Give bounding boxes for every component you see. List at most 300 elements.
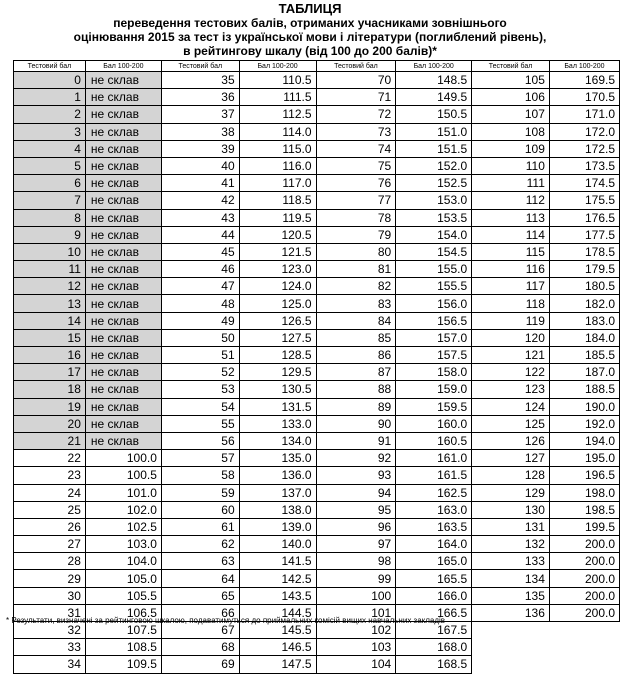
- empty-cell: [549, 622, 619, 639]
- rating-score-cell: 119.5: [239, 209, 316, 226]
- rating-score-cell: 187.0: [549, 364, 619, 381]
- table-row: [14, 518, 620, 535]
- test-score-cell: 27: [14, 536, 86, 553]
- rating-score-cell: 112.5: [239, 106, 316, 123]
- rating-score-cell: 154.0: [396, 226, 472, 243]
- rating-score-cell: 161.0: [396, 450, 472, 467]
- rating-score-cell: 157.0: [396, 329, 472, 346]
- fail-status-cell: не склав: [85, 209, 161, 226]
- test-score-cell: 114: [472, 226, 550, 243]
- test-score-cell: 65: [161, 587, 239, 604]
- rating-score-cell: 116.0: [239, 157, 316, 174]
- test-score-cell: 51: [161, 347, 239, 364]
- test-score-cell: 130: [472, 501, 550, 518]
- rating-score-cell: 104.0: [85, 553, 161, 570]
- test-score-cell: 104: [316, 656, 396, 673]
- test-score-cell: 69: [161, 656, 239, 673]
- rating-score-cell: 138.0: [239, 501, 316, 518]
- test-score-cell: 90: [316, 415, 396, 432]
- test-score-cell: 48: [161, 295, 239, 312]
- test-score-cell: 64: [161, 570, 239, 587]
- test-score-cell: 6: [14, 175, 86, 192]
- rating-score-cell: 159.0: [396, 381, 472, 398]
- test-score-cell: 126: [472, 432, 550, 449]
- test-score-cell: 8: [14, 209, 86, 226]
- rating-score-cell: 154.5: [396, 243, 472, 260]
- rating-score-cell: 173.5: [549, 157, 619, 174]
- rating-score-cell: 178.5: [549, 243, 619, 260]
- rating-score-cell: 165.0: [396, 553, 472, 570]
- table-row: [14, 536, 620, 553]
- test-score-cell: 98: [316, 553, 396, 570]
- test-score-cell: 52: [161, 364, 239, 381]
- test-score-cell: 22: [14, 450, 86, 467]
- rating-score-cell: 169.5: [549, 72, 619, 89]
- test-score-cell: 92: [316, 450, 396, 467]
- table-row: [14, 381, 620, 398]
- test-score-cell: 43: [161, 209, 239, 226]
- test-score-cell: 96: [316, 518, 396, 535]
- rating-score-cell: 107.5: [85, 622, 161, 639]
- fail-status-cell: не склав: [85, 312, 161, 329]
- rating-score-cell: 144.5: [239, 604, 316, 621]
- test-score-cell: 44: [161, 226, 239, 243]
- rating-score-cell: 200.0: [549, 570, 619, 587]
- test-score-cell: 103: [316, 639, 396, 656]
- rating-score-cell: 146.5: [239, 639, 316, 656]
- header-test-score: Тестовий бал: [472, 61, 550, 72]
- rating-score-cell: 121.5: [239, 243, 316, 260]
- test-score-cell: 58: [161, 467, 239, 484]
- test-score-cell: 42: [161, 192, 239, 209]
- test-score-cell: 17: [14, 364, 86, 381]
- fail-status-cell: не склав: [85, 157, 161, 174]
- rating-score-cell: 170.5: [549, 89, 619, 106]
- test-score-cell: 111: [472, 175, 550, 192]
- test-score-cell: 93: [316, 467, 396, 484]
- test-score-cell: 10: [14, 243, 86, 260]
- table-row: [14, 364, 620, 381]
- test-score-cell: 73: [316, 123, 396, 140]
- fail-status-cell: не склав: [85, 243, 161, 260]
- rating-score-cell: 158.0: [396, 364, 472, 381]
- rating-score-cell: 106.5: [85, 604, 161, 621]
- rating-score-cell: 100.0: [85, 450, 161, 467]
- test-score-cell: 135: [472, 587, 550, 604]
- rating-score-cell: 141.5: [239, 553, 316, 570]
- rating-score-cell: 126.5: [239, 312, 316, 329]
- fail-status-cell: не склав: [85, 72, 161, 89]
- rating-score-cell: 137.0: [239, 484, 316, 501]
- table-row: [14, 123, 620, 140]
- rating-score-cell: 190.0: [549, 398, 619, 415]
- table-row: [14, 656, 620, 673]
- rating-score-cell: 156.5: [396, 312, 472, 329]
- test-score-cell: 132: [472, 536, 550, 553]
- rating-score-cell: 200.0: [549, 604, 619, 621]
- empty-cell: [549, 639, 619, 656]
- test-score-cell: 94: [316, 484, 396, 501]
- test-score-cell: 95: [316, 501, 396, 518]
- rating-score-cell: 153.0: [396, 192, 472, 209]
- test-score-cell: 13: [14, 295, 86, 312]
- table-row: [14, 450, 620, 467]
- rating-score-cell: 176.5: [549, 209, 619, 226]
- rating-score-cell: 166.0: [396, 587, 472, 604]
- test-score-cell: 56: [161, 432, 239, 449]
- table-row: [14, 639, 620, 656]
- rating-score-cell: 195.0: [549, 450, 619, 467]
- test-score-cell: 78: [316, 209, 396, 226]
- empty-cell: [472, 656, 550, 673]
- test-score-cell: 55: [161, 415, 239, 432]
- test-score-cell: 110: [472, 157, 550, 174]
- test-score-cell: 19: [14, 398, 86, 415]
- test-score-cell: 134: [472, 570, 550, 587]
- rating-score-cell: 164.0: [396, 536, 472, 553]
- test-score-cell: 12: [14, 278, 86, 295]
- rating-score-cell: 111.5: [239, 89, 316, 106]
- test-score-cell: 25: [14, 501, 86, 518]
- test-score-cell: 60: [161, 501, 239, 518]
- rating-score-cell: 188.5: [549, 381, 619, 398]
- test-score-cell: 47: [161, 278, 239, 295]
- test-score-cell: 33: [14, 639, 86, 656]
- test-score-cell: 21: [14, 432, 86, 449]
- test-score-cell: 68: [161, 639, 239, 656]
- table-row: [14, 329, 620, 346]
- fail-status-cell: не склав: [85, 432, 161, 449]
- test-score-cell: 119: [472, 312, 550, 329]
- test-score-cell: 29: [14, 570, 86, 587]
- test-score-cell: 129: [472, 484, 550, 501]
- test-score-cell: 54: [161, 398, 239, 415]
- table-row: [14, 467, 620, 484]
- rating-score-cell: 161.5: [396, 467, 472, 484]
- rating-score-cell: 194.0: [549, 432, 619, 449]
- table-row: [14, 72, 620, 89]
- fail-status-cell: не склав: [85, 381, 161, 398]
- test-score-cell: 101: [316, 604, 396, 621]
- rating-score-cell: 172.0: [549, 123, 619, 140]
- fail-status-cell: не склав: [85, 295, 161, 312]
- rating-score-cell: 174.5: [549, 175, 619, 192]
- table-row: [14, 175, 620, 192]
- table-row: [14, 432, 620, 449]
- test-score-cell: 7: [14, 192, 86, 209]
- table-row: [14, 243, 620, 260]
- test-score-cell: 14: [14, 312, 86, 329]
- rating-score-cell: 103.0: [85, 536, 161, 553]
- rating-score-cell: 192.0: [549, 415, 619, 432]
- test-score-cell: 118: [472, 295, 550, 312]
- empty-cell: [472, 639, 550, 656]
- test-score-cell: 23: [14, 467, 86, 484]
- test-score-cell: 82: [316, 278, 396, 295]
- table-subtitle-line-3: в рейтингову шкалу (від 100 до 200 балів)*: [183, 44, 437, 58]
- rating-score-cell: 130.5: [239, 381, 316, 398]
- test-score-cell: 99: [316, 570, 396, 587]
- test-score-cell: 74: [316, 140, 396, 157]
- rating-score-cell: 165.5: [396, 570, 472, 587]
- empty-cell: [472, 622, 550, 639]
- rating-score-cell: 108.5: [85, 639, 161, 656]
- rating-score-cell: 198.5: [549, 501, 619, 518]
- test-score-cell: 112: [472, 192, 550, 209]
- rating-score-cell: 120.5: [239, 226, 316, 243]
- test-score-cell: 128: [472, 467, 550, 484]
- test-score-cell: 89: [316, 398, 396, 415]
- rating-score-cell: 179.5: [549, 261, 619, 278]
- table-row: [14, 209, 620, 226]
- test-score-cell: 76: [316, 175, 396, 192]
- test-score-cell: 115: [472, 243, 550, 260]
- test-score-cell: 2: [14, 106, 86, 123]
- test-score-cell: 34: [14, 656, 86, 673]
- table-row: [14, 89, 620, 106]
- rating-score-cell: 152.0: [396, 157, 472, 174]
- test-score-cell: 30: [14, 587, 86, 604]
- table-row: [14, 347, 620, 364]
- table-row: [14, 553, 620, 570]
- rating-score-cell: 125.0: [239, 295, 316, 312]
- test-score-cell: 18: [14, 381, 86, 398]
- rating-score-cell: 148.5: [396, 72, 472, 89]
- test-score-cell: 46: [161, 261, 239, 278]
- header-test-score: Тестовий бал: [316, 61, 396, 72]
- rating-score-cell: 200.0: [549, 587, 619, 604]
- rating-score-cell: 102.5: [85, 518, 161, 535]
- fail-status-cell: не склав: [85, 123, 161, 140]
- test-score-cell: 20: [14, 415, 86, 432]
- rating-score-cell: 131.5: [239, 398, 316, 415]
- table-row: [14, 484, 620, 501]
- test-score-cell: 72: [316, 106, 396, 123]
- rating-score-cell: 102.0: [85, 501, 161, 518]
- test-score-cell: 24: [14, 484, 86, 501]
- rating-score-cell: 180.5: [549, 278, 619, 295]
- test-score-cell: 50: [161, 329, 239, 346]
- test-score-cell: 136: [472, 604, 550, 621]
- fail-status-cell: не склав: [85, 226, 161, 243]
- test-score-cell: 113: [472, 209, 550, 226]
- rating-score-cell: 142.5: [239, 570, 316, 587]
- test-score-cell: 81: [316, 261, 396, 278]
- test-score-cell: 45: [161, 243, 239, 260]
- rating-score-cell: 129.5: [239, 364, 316, 381]
- rating-score-cell: 167.5: [396, 622, 472, 639]
- fail-status-cell: не склав: [85, 398, 161, 415]
- rating-score-cell: 200.0: [549, 553, 619, 570]
- test-score-cell: 77: [316, 192, 396, 209]
- table-row: [14, 295, 620, 312]
- score-conversion-table: [13, 60, 620, 674]
- test-score-cell: 39: [161, 140, 239, 157]
- test-score-cell: 100: [316, 587, 396, 604]
- table-row: [14, 278, 620, 295]
- table-row: [14, 312, 620, 329]
- rating-score-cell: 199.5: [549, 518, 619, 535]
- test-score-cell: 5: [14, 157, 86, 174]
- rating-score-cell: 155.5: [396, 278, 472, 295]
- rating-score-cell: 143.5: [239, 587, 316, 604]
- table-subtitle-line-2: оцінювання 2015 за тест із української мови і літератури (поглиблений рівень),: [73, 30, 547, 44]
- rating-score-cell: 160.5: [396, 432, 472, 449]
- fail-status-cell: не склав: [85, 89, 161, 106]
- test-score-cell: 88: [316, 381, 396, 398]
- table-row: [14, 261, 620, 278]
- test-score-cell: 131: [472, 518, 550, 535]
- test-score-cell: 71: [316, 89, 396, 106]
- test-score-cell: 16: [14, 347, 86, 364]
- test-score-cell: 26: [14, 518, 86, 535]
- fail-status-cell: не склав: [85, 329, 161, 346]
- rating-score-cell: 196.5: [549, 467, 619, 484]
- rating-score-cell: 184.0: [549, 329, 619, 346]
- table-row: [14, 226, 620, 243]
- rating-score-cell: 166.5: [396, 604, 472, 621]
- table-title: ТАБЛИЦЯ: [278, 1, 342, 16]
- test-score-cell: 11: [14, 261, 86, 278]
- score-table: [13, 60, 620, 674]
- test-score-cell: 109: [472, 140, 550, 157]
- rating-score-cell: 182.0: [549, 295, 619, 312]
- test-score-cell: 117: [472, 278, 550, 295]
- table-row: [14, 398, 620, 415]
- rating-score-cell: 123.0: [239, 261, 316, 278]
- rating-score-cell: 140.0: [239, 536, 316, 553]
- test-score-cell: 91: [316, 432, 396, 449]
- rating-score-cell: 163.5: [396, 518, 472, 535]
- test-score-cell: 86: [316, 347, 396, 364]
- table-row: [14, 192, 620, 209]
- test-score-cell: 3: [14, 123, 86, 140]
- table-row: [14, 501, 620, 518]
- test-score-cell: 57: [161, 450, 239, 467]
- rating-score-cell: 128.5: [239, 347, 316, 364]
- fail-status-cell: не склав: [85, 192, 161, 209]
- rating-score-cell: 118.5: [239, 192, 316, 209]
- rating-score-cell: 105.5: [85, 587, 161, 604]
- rating-score-cell: 160.0: [396, 415, 472, 432]
- test-score-cell: 66: [161, 604, 239, 621]
- rating-score-cell: 153.5: [396, 209, 472, 226]
- test-score-cell: 1: [14, 89, 86, 106]
- test-score-cell: 80: [316, 243, 396, 260]
- empty-cell: [549, 656, 619, 673]
- fail-status-cell: не склав: [85, 347, 161, 364]
- rating-score-cell: 101.0: [85, 484, 161, 501]
- test-score-cell: 15: [14, 329, 86, 346]
- rating-score-cell: 152.5: [396, 175, 472, 192]
- test-score-cell: 70: [316, 72, 396, 89]
- test-score-cell: 4: [14, 140, 86, 157]
- rating-score-cell: 175.5: [549, 192, 619, 209]
- table-row: [14, 140, 620, 157]
- rating-score-cell: 135.0: [239, 450, 316, 467]
- test-score-cell: 36: [161, 89, 239, 106]
- rating-score-cell: 117.0: [239, 175, 316, 192]
- fail-status-cell: не склав: [85, 106, 161, 123]
- table-body: [14, 72, 620, 674]
- rating-score-cell: 171.0: [549, 106, 619, 123]
- fail-status-cell: не склав: [85, 261, 161, 278]
- table-subtitle-line-1: переведення тестових балів, отриманих учасниками зовнішнього: [113, 16, 507, 30]
- rating-score-cell: 162.5: [396, 484, 472, 501]
- fail-status-cell: не склав: [85, 364, 161, 381]
- test-score-cell: 38: [161, 123, 239, 140]
- test-score-cell: 31: [14, 604, 86, 621]
- test-score-cell: 62: [161, 536, 239, 553]
- rating-score-cell: 177.5: [549, 226, 619, 243]
- footnote: * Результати, визначені за рейтинговою шкалою, подаватимуться до приймальних комісій вищих навчальних закладів: [6, 616, 446, 625]
- test-score-cell: 37: [161, 106, 239, 123]
- test-score-cell: 116: [472, 261, 550, 278]
- header-rating-score: Бал 100-200: [396, 61, 472, 72]
- rating-score-cell: 168.0: [396, 639, 472, 656]
- test-score-cell: 9: [14, 226, 86, 243]
- test-score-cell: 53: [161, 381, 239, 398]
- rating-score-cell: 109.5: [85, 656, 161, 673]
- rating-score-cell: 124.0: [239, 278, 316, 295]
- rating-score-cell: 147.5: [239, 656, 316, 673]
- rating-score-cell: 183.0: [549, 312, 619, 329]
- rating-score-cell: 115.0: [239, 140, 316, 157]
- rating-score-cell: 114.0: [239, 123, 316, 140]
- test-score-cell: 35: [161, 72, 239, 89]
- rating-score-cell: 105.0: [85, 570, 161, 587]
- test-score-cell: 40: [161, 157, 239, 174]
- rating-score-cell: 110.5: [239, 72, 316, 89]
- rating-score-cell: 133.0: [239, 415, 316, 432]
- test-score-cell: 108: [472, 123, 550, 140]
- rating-score-cell: 145.5: [239, 622, 316, 639]
- test-score-cell: 83: [316, 295, 396, 312]
- test-score-cell: 127: [472, 450, 550, 467]
- test-score-cell: 0: [14, 72, 86, 89]
- test-score-cell: 123: [472, 381, 550, 398]
- test-score-cell: 49: [161, 312, 239, 329]
- header-rating-score: Бал 100-200: [239, 61, 316, 72]
- test-score-cell: 61: [161, 518, 239, 535]
- test-score-cell: 133: [472, 553, 550, 570]
- test-score-cell: 121: [472, 347, 550, 364]
- rating-score-cell: 134.0: [239, 432, 316, 449]
- test-score-cell: 97: [316, 536, 396, 553]
- rating-score-cell: 127.5: [239, 329, 316, 346]
- fail-status-cell: не склав: [85, 415, 161, 432]
- test-score-cell: 85: [316, 329, 396, 346]
- fail-status-cell: не склав: [85, 278, 161, 295]
- header-rating-score: Бал 100-200: [85, 61, 161, 72]
- test-score-cell: 107: [472, 106, 550, 123]
- rating-score-cell: 200.0: [549, 536, 619, 553]
- rating-score-cell: 159.5: [396, 398, 472, 415]
- test-score-cell: 84: [316, 312, 396, 329]
- test-score-cell: 125: [472, 415, 550, 432]
- rating-score-cell: 150.5: [396, 106, 472, 123]
- rating-score-cell: 168.5: [396, 656, 472, 673]
- rating-score-cell: 163.0: [396, 501, 472, 518]
- test-score-cell: 75: [316, 157, 396, 174]
- rating-score-cell: 149.5: [396, 89, 472, 106]
- rating-score-cell: 136.0: [239, 467, 316, 484]
- table-row: [14, 106, 620, 123]
- header-rating-score: Бал 100-200: [549, 61, 619, 72]
- rating-score-cell: 198.0: [549, 484, 619, 501]
- rating-score-cell: 139.0: [239, 518, 316, 535]
- table-row: [14, 570, 620, 587]
